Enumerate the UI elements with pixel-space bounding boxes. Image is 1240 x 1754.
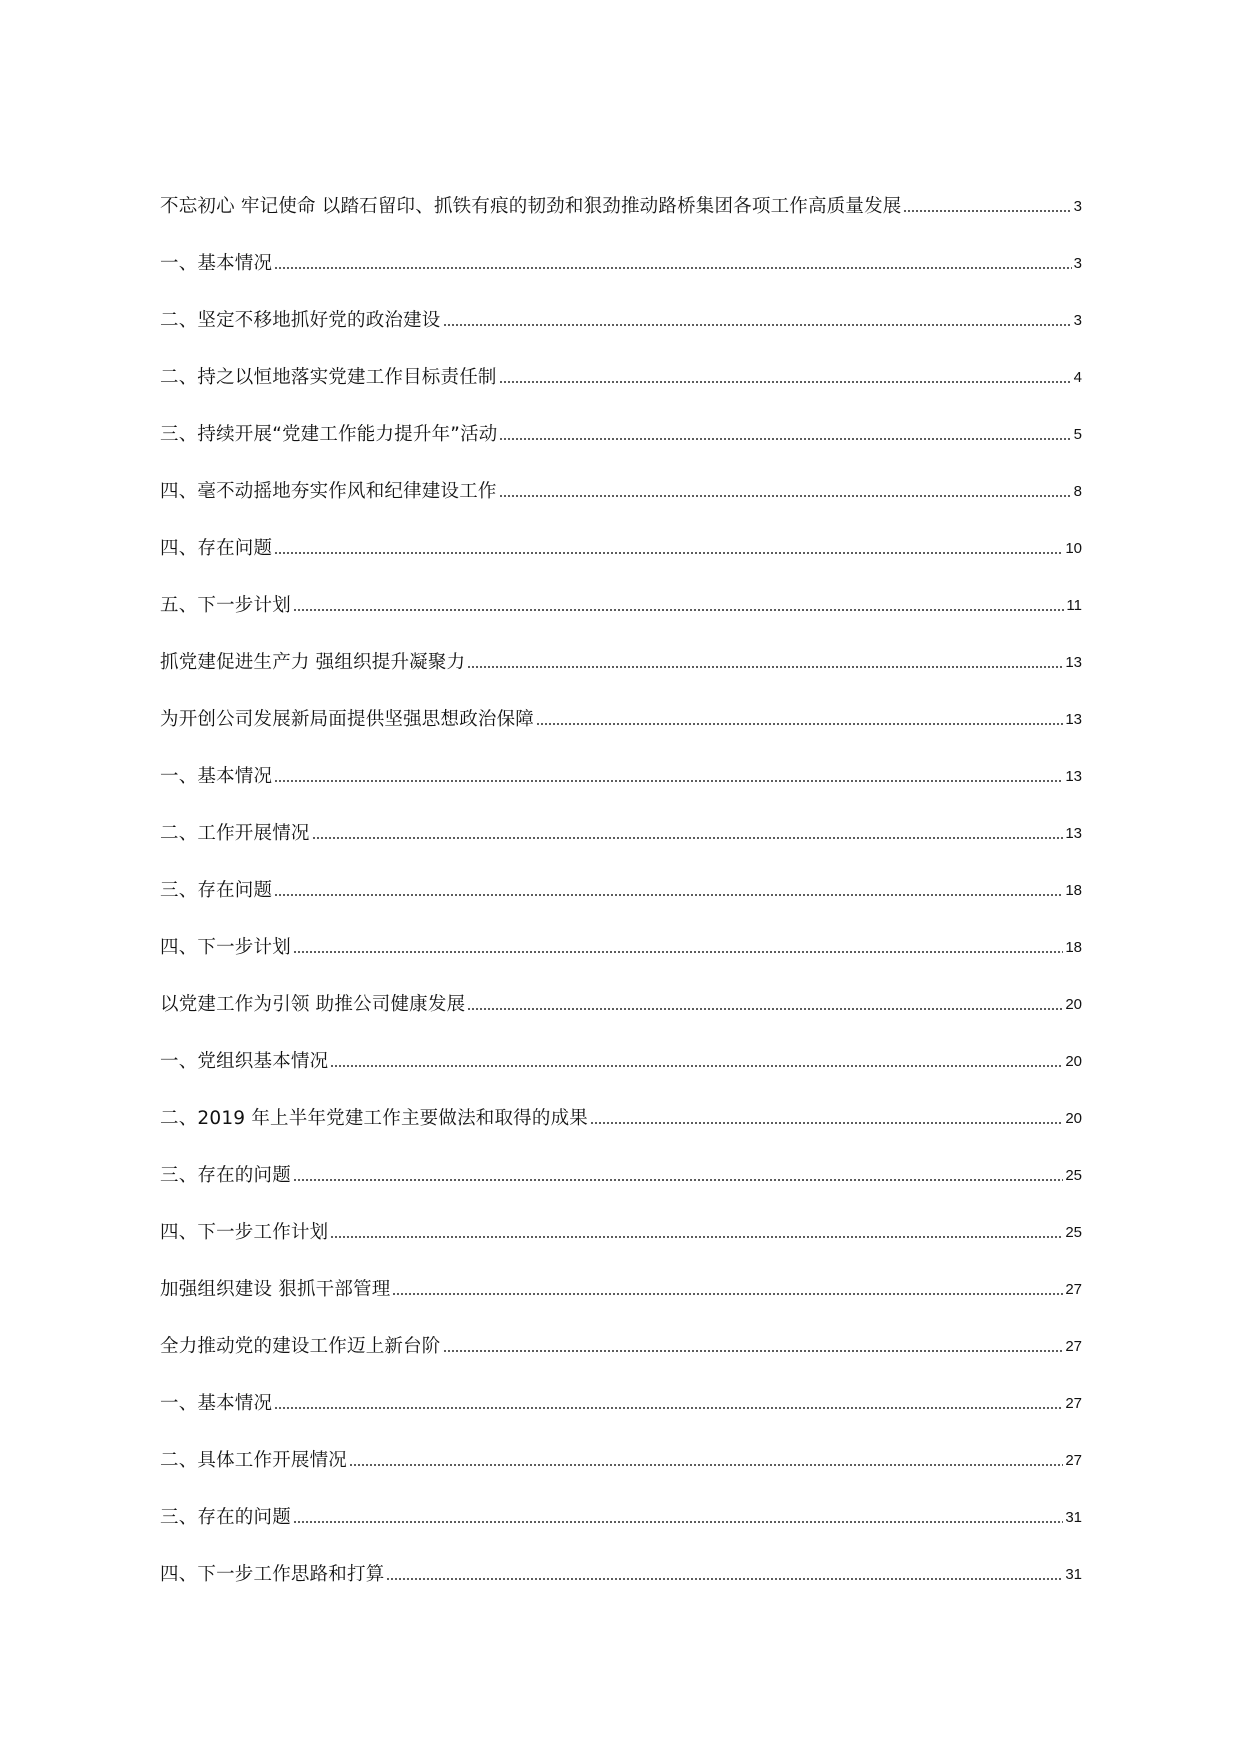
toc-entry-title: 加强组织建设 狠抓干部管理: [160, 1279, 391, 1300]
toc-dot-leader: [312, 835, 1064, 841]
toc-page-number: 13: [1065, 654, 1082, 671]
toc-entry[interactable]: [160, 162, 1082, 219]
toc-page-number: 27: [1065, 1338, 1082, 1355]
toc-entry[interactable]: [160, 333, 1082, 390]
toc-entry-title: 三、存在问题: [160, 880, 273, 901]
toc-page-number: 25: [1065, 1167, 1082, 1184]
toc-dot-leader: [293, 1519, 1063, 1525]
toc-page-number: 10: [1065, 540, 1082, 557]
toc-page-number: 11: [1066, 597, 1082, 614]
toc-dot-leader: [590, 1120, 1063, 1126]
toc-dot-leader: [293, 607, 1065, 613]
toc-page-number: 8: [1073, 483, 1082, 500]
toc-entry-title: 三、持续开展“党建工作能力提升年”活动: [160, 424, 498, 445]
toc-dot-leader: [274, 892, 1063, 898]
toc-dot-leader: [499, 493, 1072, 499]
toc-dot-leader: [274, 550, 1063, 556]
toc-entry-title: 四、下一步工作思路和打算: [160, 1564, 385, 1585]
toc-page-number: 20: [1065, 1110, 1082, 1127]
toc-entry-title: 以党建工作为引领 助推公司健康发展: [160, 994, 466, 1015]
toc-entry-title: 为开创公司发展新局面提供坚强思想政治保障: [160, 709, 535, 730]
toc-dot-leader: [330, 1234, 1063, 1240]
toc-page-number: 13: [1065, 711, 1082, 728]
toc-entry[interactable]: [160, 1131, 1082, 1188]
toc-dot-leader: [443, 1348, 1064, 1354]
toc-dot-leader: [274, 265, 1071, 271]
toc-entry-title: 全力推动党的建设工作迈上新台阶: [160, 1336, 441, 1357]
toc-entry[interactable]: [160, 789, 1082, 846]
toc-page-number: 3: [1073, 198, 1082, 215]
toc-page-number: 20: [1065, 1053, 1082, 1070]
toc-entry-title: 二、工作开展情况: [160, 823, 310, 844]
toc-dot-leader: [499, 436, 1071, 442]
toc-entry[interactable]: [160, 447, 1082, 504]
toc-entry-title: 五、下一步计划: [160, 595, 291, 616]
toc-dot-leader: [903, 208, 1071, 214]
toc-dot-leader: [499, 379, 1072, 385]
toc-entry[interactable]: [160, 1074, 1082, 1131]
toc-entry-title: 抓党建促进生产力 强组织提升凝聚力: [160, 652, 466, 673]
toc-page-number: 25: [1065, 1224, 1082, 1241]
toc-entry-title: 一、基本情况: [160, 253, 273, 274]
toc-entry-title: 一、基本情况: [160, 1393, 273, 1414]
toc-dot-leader: [467, 1006, 1063, 1012]
toc-entry-title: 三、存在的问题: [160, 1507, 291, 1528]
toc-entry[interactable]: [160, 960, 1082, 1017]
toc-entry[interactable]: [160, 1359, 1082, 1416]
toc-page-number: 3: [1073, 312, 1082, 329]
toc-entry[interactable]: [160, 1473, 1082, 1530]
toc-entry[interactable]: [160, 219, 1082, 276]
toc-entry[interactable]: [160, 846, 1082, 903]
toc-dot-leader: [274, 778, 1063, 784]
toc-dot-leader: [293, 1177, 1063, 1183]
toc-entry[interactable]: [160, 1530, 1082, 1587]
toc-dot-leader: [274, 1405, 1063, 1411]
toc-entry-title: 四、存在问题: [160, 538, 273, 559]
toc-dot-leader: [536, 721, 1063, 727]
toc-page-number: 27: [1065, 1281, 1082, 1298]
toc-page-number: 18: [1065, 939, 1082, 956]
toc-dot-leader: [349, 1462, 1063, 1468]
toc-page-number: 27: [1065, 1452, 1082, 1469]
toc-page-number: 31: [1065, 1509, 1082, 1526]
toc-entry[interactable]: [160, 732, 1082, 789]
toc-entry-title: 二、2019 年上半年党建工作主要做法和取得的成果: [160, 1108, 588, 1129]
toc-entry[interactable]: [160, 1188, 1082, 1245]
toc-dot-leader: [392, 1291, 1063, 1297]
toc-entry[interactable]: [160, 390, 1082, 447]
toc-dot-leader: [293, 949, 1063, 955]
toc-entry[interactable]: [160, 903, 1082, 960]
toc-entry[interactable]: [160, 618, 1082, 675]
toc-page-number: 5: [1073, 426, 1082, 443]
toc-entry[interactable]: [160, 276, 1082, 333]
toc-entry-title: 一、基本情况: [160, 766, 273, 787]
toc-entry[interactable]: [160, 1416, 1082, 1473]
toc-page-number: 13: [1065, 825, 1082, 842]
toc-entry[interactable]: [160, 561, 1082, 618]
toc-entry[interactable]: [160, 504, 1082, 561]
table-of-contents: [160, 162, 1082, 1587]
toc-entry-title: 二、持之以恒地落实党建工作目标责任制: [160, 367, 497, 388]
toc-entry-title: 不忘初心 牢记使命 以踏石留印、抓铁有痕的韧劲和狠劲推动路桥集团各项工作高质量发展: [160, 196, 902, 217]
toc-dot-leader: [330, 1063, 1063, 1069]
toc-entry[interactable]: [160, 1302, 1082, 1359]
toc-entry-title: 一、党组织基本情况: [160, 1051, 329, 1072]
toc-entry-title: 三、存在的问题: [160, 1165, 291, 1186]
toc-entry-title: 二、具体工作开展情况: [160, 1450, 348, 1471]
toc-dot-leader: [386, 1576, 1063, 1582]
toc-entry-title: 四、下一步工作计划: [160, 1222, 329, 1243]
toc-entry-title: 四、毫不动摇地夯实作风和纪律建设工作: [160, 481, 497, 502]
toc-page-number: 20: [1065, 996, 1082, 1013]
toc-entry[interactable]: [160, 675, 1082, 732]
toc-page-number: 3: [1073, 255, 1082, 272]
toc-entry[interactable]: [160, 1017, 1082, 1074]
toc-page-number: 27: [1065, 1395, 1082, 1412]
toc-page-number: 4: [1073, 369, 1082, 386]
toc-entry-title: 四、下一步计划: [160, 937, 291, 958]
toc-dot-leader: [443, 322, 1072, 328]
toc-entry[interactable]: [160, 1245, 1082, 1302]
toc-page-number: 13: [1065, 768, 1082, 785]
toc-page-number: 31: [1065, 1566, 1082, 1583]
toc-page-number: 18: [1065, 882, 1082, 899]
toc-entry-title: 二、坚定不移地抓好党的政治建设: [160, 310, 441, 331]
toc-dot-leader: [467, 664, 1063, 670]
